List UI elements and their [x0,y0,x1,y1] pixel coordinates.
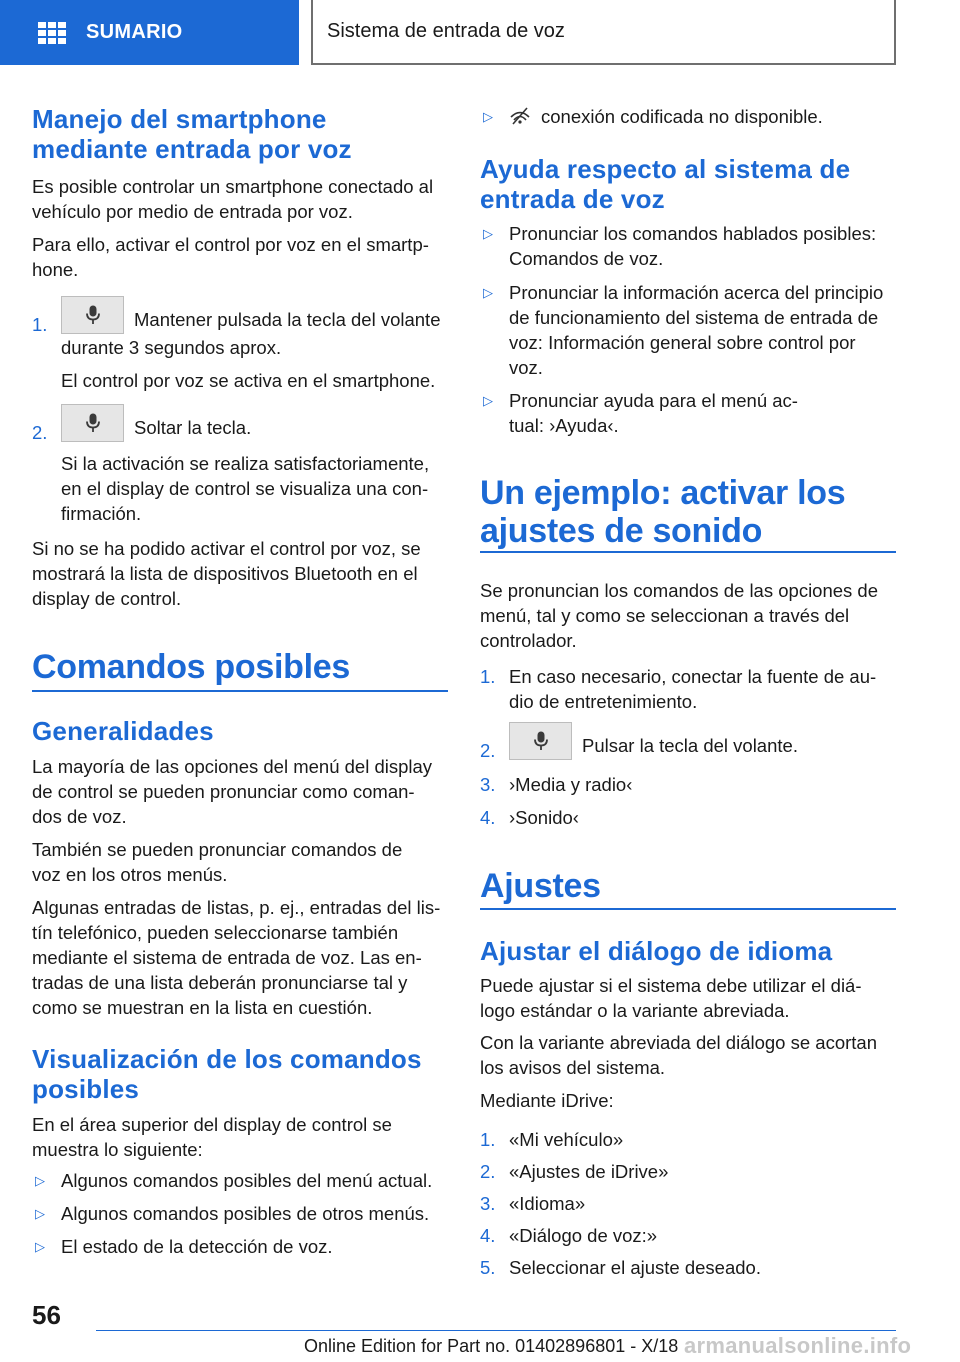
list-item [32,1234,448,1259]
text-line: En caso necesario, conectar la fuente de au‐ [509,666,877,687]
list-item [480,805,896,830]
summary-button-label: SUMARIO [86,21,183,43]
list-item [480,104,896,129]
step-number: 5. [480,1257,496,1278]
text-line: voz. [509,357,543,378]
heading-ayuda [480,154,896,214]
heading-smartphone [32,104,448,164]
step-text: «Ajustes de iDrive» [509,1161,669,1182]
list-item [480,1223,896,1248]
heading-ajustes: Ajustes [480,867,601,905]
section-rule [480,551,896,553]
step-number: 2. [480,740,496,761]
list-item [32,404,448,534]
paragraph [32,1112,448,1162]
list-item [480,221,896,273]
list-item [480,280,896,382]
heading-ejemplo [480,474,896,550]
footer-rule [96,1330,896,1331]
list-item [480,1191,896,1216]
bullet-text [509,104,896,129]
text-line: Mantener pulsada la tecla del volante [134,309,441,330]
bullet-text: Algunos comandos posibles del menú actual. [61,1170,433,1191]
text-line: Algunas entradas de listas, p. ej., entradas del lis‐ [32,897,441,918]
page-number: 56 [32,1300,61,1330]
text-line: Mediante iDrive: [480,1090,614,1111]
text-line: Para ello, activar el control por voz en el smartp‐ [32,234,429,255]
text-line: firmación. [61,503,142,524]
bullet-text [509,280,896,380]
text-line: Pronunciar la información acerca del principio [509,282,884,303]
microphone-icon [534,731,548,751]
list-item [480,1127,896,1152]
text-line: controlador. [480,630,577,651]
step-text [61,296,448,393]
step-text: ›Media y radio‹ [509,774,633,795]
text-line: los avisos del sistema. [480,1057,666,1078]
summary-button[interactable] [0,0,299,65]
paragraph [32,754,448,829]
text-line: logo estándar o la variante abreviada. [480,1000,790,1021]
text-line: mediante el sistema de entrada de voz. Las en‐ [32,947,422,968]
text-line: voz en los otros menús. [32,864,228,885]
microphone-icon [86,305,100,325]
section-title: Sistema de entrada de voz [327,20,565,42]
text-line: Es posible controlar un smartphone conectado al [32,176,434,197]
step-number: 2. [32,422,48,443]
list-item [32,296,448,396]
text-line: Pronunciar ayuda para el menú ac‐ [509,390,798,411]
text-line: en el display de control se visualiza una con‐ [61,478,429,499]
step-text: «Diálogo de voz:» [509,1225,658,1246]
triangle-bullet-icon: ▷ [483,285,493,300]
paragraph [32,837,448,887]
step-text: ›Sonido‹ [509,807,579,828]
bullet-text [509,221,896,271]
heading-line: ajustes de sonido [480,512,763,550]
steering-wheel-voice-button [61,404,124,442]
bullet-text [509,388,896,438]
paragraph [480,1030,896,1080]
paragraph [32,232,448,282]
list-item [480,388,896,440]
step-text [61,404,448,526]
step-number: 2. [480,1161,496,1182]
paragraph [480,1088,896,1113]
text-line: de funcionamiento del sistema de entrada de [509,307,879,328]
text-line: conexión codificada no disponible. [541,106,823,127]
text-line: durante 3 segundos aprox. [61,337,282,358]
list-item [32,1168,448,1193]
text-line: Con la variante abreviada del diálogo se acortan [480,1032,877,1053]
step-number: 1. [480,666,496,687]
list-item [480,664,896,716]
step-number: 4. [480,807,496,828]
text-line: mostrará la lista de dispositivos Bluetooth en el [32,563,418,584]
text-line: Pronunciar los comandos hablados posibles: [509,223,877,244]
encryption-off-icon [509,107,531,125]
step-text: Seleccionar el ajuste deseado. [509,1257,761,1278]
edition-text: Online Edition for Part no. 01402896801 - X/18 [304,1336,679,1356]
text-line: display de control. [32,588,182,609]
heading-generalidades: Generalidades [32,716,214,746]
step-number: 3. [480,1193,496,1214]
text-line: Comandos de voz. [509,248,664,269]
step-number: 3. [480,774,496,795]
text-line: Se pronuncian los comandos de las opciones de [480,580,879,601]
text-line: tradas de una lista deberán pronunciarse tal y [32,972,408,993]
text-line: tín telefónico, pueden seleccionarse también [32,922,399,943]
text-line: También se pueden pronunciar comandos de [32,839,403,860]
paragraph [480,973,896,1023]
text-line: como se muestran en la lista en cuestión. [32,997,373,1018]
paragraph [32,536,448,611]
triangle-bullet-icon: ▷ [35,1239,45,1254]
heading-line: entrada de voz [480,184,665,214]
section-rule [480,908,896,910]
text-line: Puede ajustar si el sistema debe utilizar el diá‐ [480,975,862,996]
paragraph [480,578,896,653]
left-column [32,100,448,1280]
heading-line: Manejo del smartphone [32,104,327,134]
triangle-bullet-icon: ▷ [483,393,493,408]
list-item [480,1159,896,1184]
list-item [480,1255,896,1280]
steering-wheel-voice-button [61,296,124,334]
text-line: voz: Información general sobre control por [509,332,856,353]
step-text [509,722,896,765]
step-text [509,664,896,714]
section-title-tab [311,0,896,65]
triangle-bullet-icon: ▷ [483,226,493,241]
step-number: 4. [480,1225,496,1246]
text-line: muestra lo siguiente: [32,1139,203,1160]
heading-line: Un ejemplo: activar los [480,474,846,512]
text-line: tual: ›Ayuda‹. [509,415,619,436]
text-line: En el área superior del display de control se [32,1114,392,1135]
list-item [480,722,896,762]
text-line: Pulsar la tecla del volante. [582,735,798,756]
text-line: El control por voz se activa en el smartphone. [61,370,436,391]
step-text: «Idioma» [509,1193,586,1214]
step-number: 1. [32,314,48,335]
triangle-bullet-icon: ▷ [35,1206,45,1221]
list-item [32,1201,448,1226]
step-number: 1. [480,1129,496,1150]
text-line: de control se pueden pronunciar como coman‐ [32,781,415,802]
watermark-text: armanualsonline.info [684,1333,912,1358]
triangle-bullet-icon: ▷ [483,109,493,124]
grid-icon [38,22,66,44]
heading-comandos: Comandos posibles [32,648,350,686]
microphone-icon [86,413,100,433]
text-line: La mayoría de las opciones del menú del display [32,756,433,777]
bullet-text: Algunos comandos posibles de otros menús. [61,1203,430,1224]
bullet-text: El estado de la detección de voz. [61,1236,333,1257]
triangle-bullet-icon: ▷ [35,1173,45,1188]
heading-line: posibles [32,1074,140,1104]
steering-wheel-voice-button [509,722,572,760]
heading-line: Visualización de los comandos [32,1044,422,1074]
paragraph [32,174,448,224]
text-line: Soltar la tecla. [134,417,252,438]
text-line: vehículo por medio de entrada por voz. [32,201,353,222]
text-line: menú, tal y como se seleccionan a través del [480,605,850,626]
heading-visualizacion [32,1044,448,1104]
right-column [480,100,896,1280]
text-line: dos de voz. [32,806,127,827]
paragraph [32,895,448,1020]
text-line: Si no se ha podido activar el control por voz, se [32,538,421,559]
text-line: hone. [32,259,79,280]
heading-line: mediante entrada por voz [32,134,352,164]
text-line: dio de entretenimiento. [509,691,698,712]
heading-idioma: Ajustar el diálogo de idioma [480,936,833,966]
heading-line: Ayuda respecto al sistema de [480,154,851,184]
list-item [480,772,896,797]
step-text: «Mi vehículo» [509,1129,624,1150]
section-rule [32,690,448,692]
text-line: Si la activación se realiza satisfactoriamente, [61,453,430,474]
